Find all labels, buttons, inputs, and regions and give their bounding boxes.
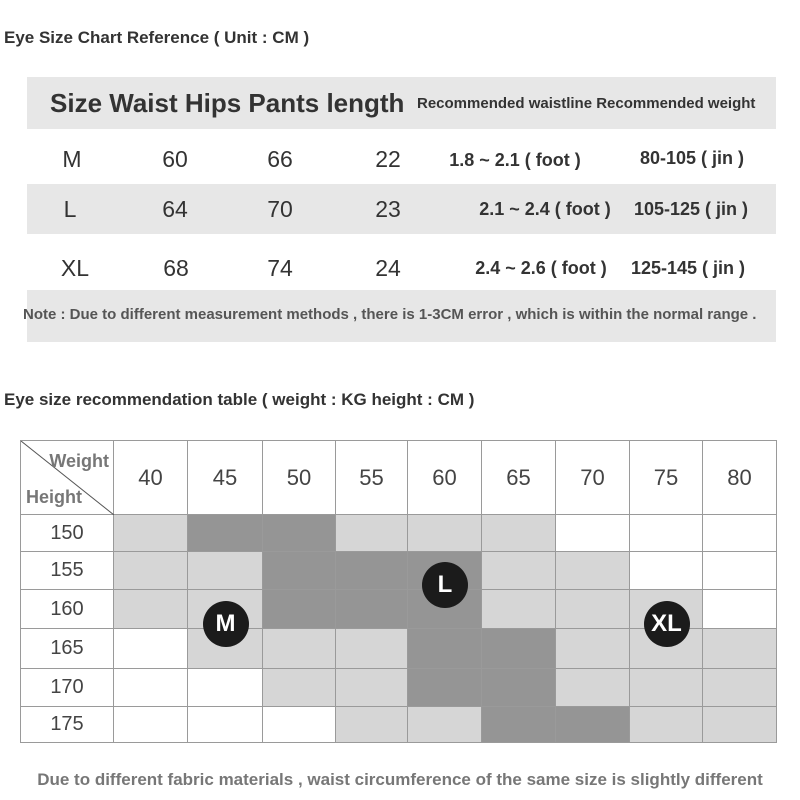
grid-cell bbox=[703, 590, 777, 629]
waist-cell: 68 bbox=[163, 255, 189, 281]
grid-cell bbox=[263, 629, 336, 669]
size-chart-title: Eye Size Chart Reference ( Unit : CM ) bbox=[4, 28, 310, 47]
size-badge-m: M bbox=[203, 601, 249, 647]
grid-cell bbox=[630, 707, 703, 743]
weight-header-cell bbox=[408, 441, 482, 515]
size-chart-header-main: Size Waist Hips Pants length bbox=[50, 88, 405, 118]
weight-label: 45 bbox=[212, 464, 238, 490]
weight-header-cell bbox=[482, 441, 556, 515]
grid-cell bbox=[336, 629, 408, 669]
grid-cell bbox=[630, 515, 703, 552]
weight-label: 75 bbox=[653, 464, 679, 490]
height-label: 150 bbox=[50, 521, 84, 544]
grid-cell bbox=[482, 707, 556, 743]
grid-cell bbox=[408, 515, 482, 552]
size-cell: L bbox=[63, 196, 77, 222]
weight-label: 80 bbox=[727, 464, 752, 490]
footer-note: Due to different fabric materials , waist circumference of the same size is slightly different bbox=[37, 770, 763, 789]
waist-cell: 64 bbox=[162, 196, 188, 222]
weight-label: 40 bbox=[138, 464, 163, 490]
height-label: 170 bbox=[50, 676, 84, 698]
weight-label: 70 bbox=[580, 464, 605, 490]
grid-cell bbox=[556, 552, 630, 590]
grid-cell bbox=[336, 669, 408, 707]
grid-cell bbox=[263, 669, 336, 707]
grid-cell bbox=[408, 707, 482, 743]
waistline-cell: 2.1 ~ 2.4 ( foot ) bbox=[479, 199, 611, 219]
grid-cell bbox=[114, 552, 188, 590]
grid-cell bbox=[114, 669, 188, 707]
grid-cell bbox=[482, 629, 556, 669]
grid-cell bbox=[263, 515, 336, 552]
grid-cell bbox=[556, 590, 630, 629]
weight-header-cell bbox=[188, 441, 263, 515]
weight-label: 65 bbox=[506, 464, 531, 490]
grid-cell bbox=[408, 629, 482, 669]
grid-cell bbox=[336, 590, 408, 629]
height-label: 160 bbox=[50, 597, 84, 620]
hips-cell: 70 bbox=[267, 196, 293, 222]
height-header-cell bbox=[21, 590, 114, 629]
weight-header-cell bbox=[703, 441, 777, 515]
weight-cell: 105-125 ( jin ) bbox=[633, 199, 749, 219]
measurement-note: Note : Due to different measurement methods , there is 1-3CM error , which is within the normal range . bbox=[23, 306, 757, 323]
grid-cell bbox=[482, 515, 556, 552]
height-label: 155 bbox=[50, 559, 84, 581]
grid-cell bbox=[114, 707, 188, 743]
size-badge-l: L bbox=[422, 562, 468, 608]
height-header-cell bbox=[21, 707, 114, 743]
grid-cell bbox=[703, 629, 777, 669]
size-cell: XL bbox=[60, 255, 90, 281]
weight-header-cell bbox=[114, 441, 188, 515]
height-header-cell bbox=[21, 552, 114, 590]
grid-cell bbox=[263, 590, 336, 629]
weight-label: 55 bbox=[359, 464, 384, 490]
height-header-cell bbox=[21, 515, 114, 552]
grid-cell bbox=[703, 552, 777, 590]
height-header-cell bbox=[21, 669, 114, 707]
size-cell: M bbox=[62, 146, 82, 172]
pants-length-cell: 24 bbox=[375, 255, 401, 281]
weight-header-cell bbox=[263, 441, 336, 515]
weight-label: 60 bbox=[432, 464, 457, 490]
grid-cell bbox=[114, 515, 188, 552]
weight-header-cell bbox=[630, 441, 703, 515]
pants-length-cell: 22 bbox=[375, 146, 401, 172]
grid-cell bbox=[482, 590, 556, 629]
hips-cell: 66 bbox=[267, 146, 293, 172]
weight-cell: 80-105 ( jin ) bbox=[639, 148, 745, 168]
grid-cell bbox=[188, 552, 263, 590]
recommendation-title: Eye size recommendation table ( weight : KG height : CM ) bbox=[4, 390, 475, 409]
size-badge-xl: XL bbox=[644, 601, 690, 647]
waist-cell: 60 bbox=[162, 146, 188, 172]
grid-cell bbox=[703, 669, 777, 707]
waistline-cell: 2.4 ~ 2.6 ( foot ) bbox=[475, 258, 607, 278]
weight-header-cell bbox=[556, 441, 630, 515]
weight-header-cell bbox=[336, 441, 408, 515]
grid-cell bbox=[630, 669, 703, 707]
height-header-cell bbox=[21, 629, 114, 669]
grid-cell bbox=[336, 515, 408, 552]
grid-cell bbox=[482, 669, 556, 707]
weight-label: 50 bbox=[286, 464, 312, 490]
corner-weight-label: Weight bbox=[49, 451, 109, 471]
grid-cell bbox=[114, 590, 188, 629]
corner-height-label: Height bbox=[26, 487, 82, 507]
grid-cell bbox=[703, 515, 777, 552]
weight-cell: 125-145 ( jin ) bbox=[630, 258, 746, 278]
pants-length-cell: 23 bbox=[375, 196, 401, 222]
grid-cell bbox=[188, 669, 263, 707]
grid-cell bbox=[336, 707, 408, 743]
grid-cell bbox=[336, 552, 408, 590]
grid-cell bbox=[556, 669, 630, 707]
size-chart-header-recommended: Recommended waistline Recommended weight bbox=[417, 95, 756, 112]
grid-cell bbox=[703, 707, 777, 743]
grid-cell bbox=[556, 515, 630, 552]
hips-cell: 74 bbox=[267, 255, 293, 281]
recommendation-grid bbox=[20, 440, 777, 743]
grid-cell bbox=[408, 669, 482, 707]
grid-cell bbox=[188, 707, 263, 743]
grid-cell bbox=[482, 552, 556, 590]
grid-cell bbox=[263, 552, 336, 590]
grid-cell bbox=[556, 707, 630, 743]
grid-cell bbox=[630, 552, 703, 590]
grid-cell bbox=[114, 629, 188, 669]
grid-cell bbox=[188, 515, 263, 552]
corner-cell bbox=[21, 441, 114, 515]
height-label: 175 bbox=[50, 713, 84, 735]
waistline-cell: 1.8 ~ 2.1 ( foot ) bbox=[449, 150, 581, 170]
height-label: 165 bbox=[50, 637, 84, 659]
grid-cell bbox=[556, 629, 630, 669]
grid-cell bbox=[263, 707, 336, 743]
